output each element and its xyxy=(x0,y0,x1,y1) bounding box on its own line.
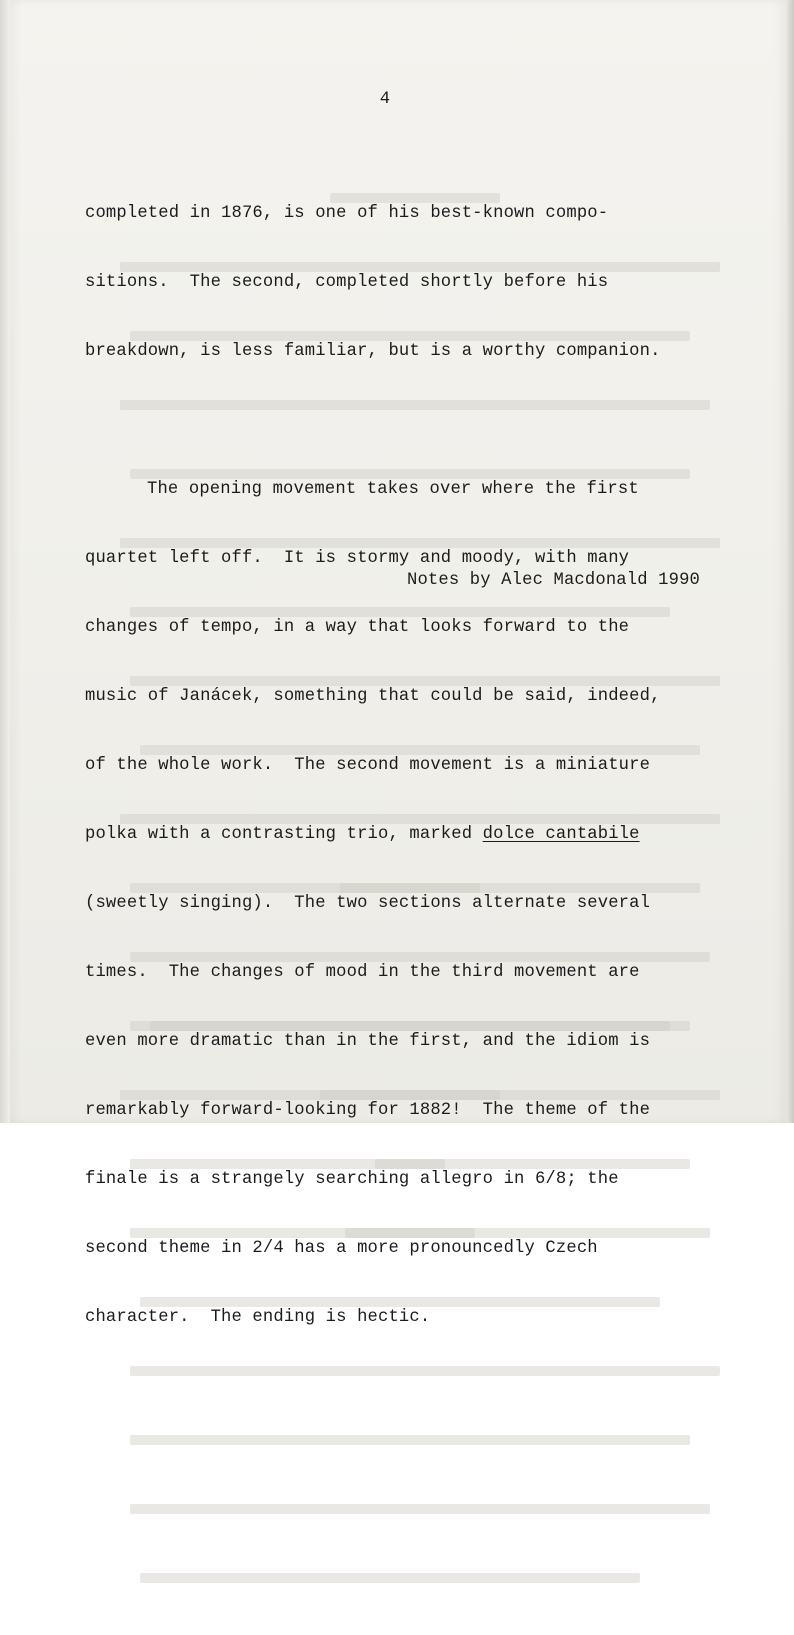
paragraph-line: changes of tempo, in a way that looks forward to the xyxy=(85,618,630,637)
paragraph-line: finale is a strangely searching allegro in 6/8; the xyxy=(85,1170,619,1189)
paragraph-line: times. The changes of mood in the third movement are xyxy=(85,963,640,982)
paragraph-line: music of Janácek, something that could be said, indeed, xyxy=(85,687,661,706)
paragraph-line: completed in 1876, is one of his best-known compo- xyxy=(85,204,609,223)
paragraph-line-lead: polka with a contrasting trio, marked xyxy=(85,825,483,844)
author-signature-line: Notes by Alec Macdonald 1990 xyxy=(407,571,700,590)
paragraph-line: character. The ending is hectic. xyxy=(85,1308,431,1327)
paragraph-line: remarkably forward-looking for 1882! The theme of the xyxy=(85,1101,651,1120)
paragraph-line: quartet left off. It is stormy and moody, with many xyxy=(85,549,630,568)
paragraph-line-with-term xyxy=(85,823,785,846)
paragraph-break xyxy=(85,409,785,432)
underlined-term: dolce cantabile xyxy=(482,825,640,844)
paragraph-line: breakdown, is less familiar, but is a worthy companion. xyxy=(85,342,661,361)
paragraph-line: (sweetly singing). The two sections alternate several xyxy=(85,894,651,913)
paragraph-line: The opening movement takes over where the first xyxy=(147,480,639,499)
paper-sheet xyxy=(10,0,786,1327)
page-number: 4 xyxy=(379,90,391,109)
paragraph-line: second theme in 2/4 has a more pronouncedly Czech xyxy=(85,1239,598,1258)
paragraph-line: even more dramatic than in the first, and the idiom is xyxy=(85,1032,651,1051)
paragraph-line: of the whole work. The second movement is a miniature xyxy=(85,756,651,775)
notes-body xyxy=(85,156,785,1375)
paragraph-line: sitions. The second, completed shortly before his xyxy=(85,273,609,292)
